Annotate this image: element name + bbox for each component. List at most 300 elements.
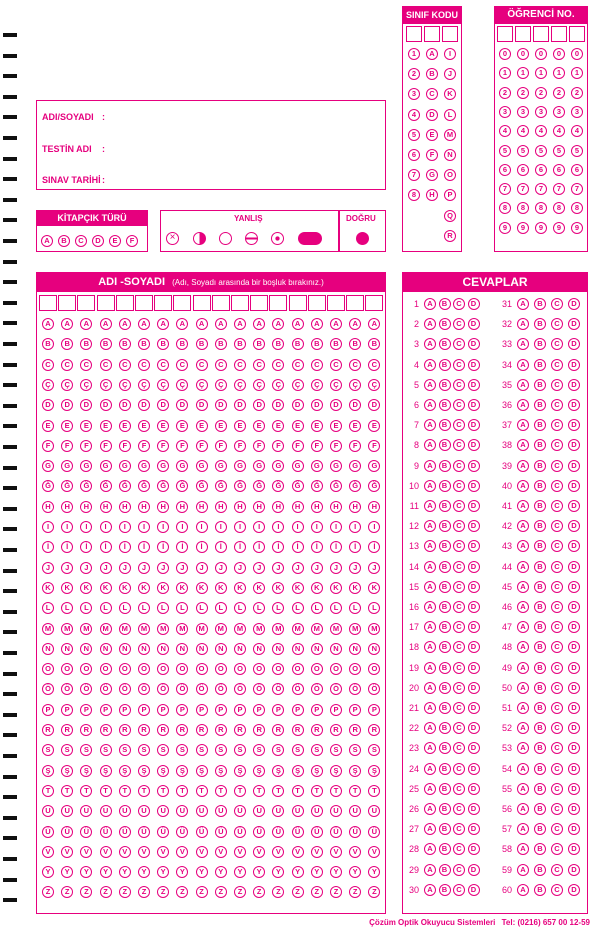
answer-bubble[interactable]: C xyxy=(551,561,563,573)
student-no-bubble[interactable]: 9 xyxy=(535,222,547,234)
name-letter-bubble[interactable]: I xyxy=(42,521,54,533)
answer-bubble[interactable]: B xyxy=(439,460,451,472)
name-letter-bubble[interactable]: D xyxy=(215,399,227,411)
name-letter-bubble[interactable]: B xyxy=(349,338,361,350)
student-no-bubble[interactable]: 8 xyxy=(499,202,511,214)
name-letter-bubble[interactable]: Y xyxy=(100,866,112,878)
name-letter-bubble[interactable]: F xyxy=(368,440,380,452)
name-letter-bubble[interactable]: Ç xyxy=(80,379,92,391)
name-letter-bubble[interactable]: G xyxy=(61,460,73,472)
name-letter-bubble[interactable]: J xyxy=(272,562,284,574)
name-letter-bubble[interactable]: R xyxy=(292,724,304,736)
answer-bubble[interactable]: A xyxy=(424,520,436,532)
name-letter-bubble[interactable]: G xyxy=(272,460,284,472)
name-letter-bubble[interactable]: U xyxy=(100,805,112,817)
answer-bubble[interactable]: D xyxy=(568,823,580,835)
answer-bubble[interactable]: D xyxy=(468,540,480,552)
name-letter-bubble[interactable]: J xyxy=(368,562,380,574)
name-letter-bubble[interactable]: İ xyxy=(138,541,150,553)
name-letter-bubble[interactable]: Ç xyxy=(368,379,380,391)
name-letter-bubble[interactable]: U xyxy=(42,805,54,817)
answer-bubble[interactable]: A xyxy=(517,843,529,855)
name-letter-bubble[interactable]: D xyxy=(138,399,150,411)
name-letter-bubble[interactable]: R xyxy=(272,724,284,736)
answer-bubble[interactable]: C xyxy=(551,682,563,694)
answer-bubble[interactable]: B xyxy=(534,359,546,371)
name-letter-bubble[interactable]: B xyxy=(215,338,227,350)
name-letter-bubble[interactable]: F xyxy=(176,440,188,452)
name-letter-bubble[interactable]: C xyxy=(61,359,73,371)
answer-bubble[interactable]: C xyxy=(551,722,563,734)
name-letter-bubble[interactable]: C xyxy=(196,359,208,371)
name-letter-bubble[interactable]: D xyxy=(119,399,131,411)
name-letter-bubble[interactable]: N xyxy=(292,643,304,655)
name-letter-bubble[interactable]: Ü xyxy=(368,826,380,838)
name-letter-bubble[interactable]: Y xyxy=(349,866,361,878)
student-no-bubble[interactable]: 3 xyxy=(517,106,529,118)
booklet-option-bubble[interactable]: C xyxy=(75,235,87,247)
answer-bubble[interactable]: A xyxy=(517,763,529,775)
name-letter-bubble[interactable]: J xyxy=(61,562,73,574)
answer-bubble[interactable]: D xyxy=(568,480,580,492)
name-letter-bubble[interactable]: Ç xyxy=(292,379,304,391)
answer-bubble[interactable]: C xyxy=(551,823,563,835)
name-letter-bubble[interactable]: C xyxy=(234,359,246,371)
name-letter-bubble[interactable]: B xyxy=(42,338,54,350)
name-letter-bubble[interactable]: Ş xyxy=(272,765,284,777)
name-letter-bubble[interactable]: A xyxy=(330,318,342,330)
name-letter-bubble[interactable]: O xyxy=(234,663,246,675)
answer-bubble[interactable]: B xyxy=(534,500,546,512)
name-letter-bubble[interactable]: Z xyxy=(234,886,246,898)
answer-bubble[interactable]: D xyxy=(568,702,580,714)
name-letter-bubble[interactable]: İ xyxy=(80,541,92,553)
class-code-bubble[interactable]: K xyxy=(444,88,456,100)
answer-bubble[interactable]: C xyxy=(453,742,465,754)
name-letter-bubble[interactable]: İ xyxy=(61,541,73,553)
name-letter-bubble[interactable]: Ğ xyxy=(157,480,169,492)
name-letter-bubble[interactable]: K xyxy=(253,582,265,594)
answer-bubble[interactable]: B xyxy=(534,581,546,593)
name-letter-bubble[interactable]: B xyxy=(311,338,323,350)
name-letter-bubble[interactable]: N xyxy=(176,643,188,655)
answer-bubble[interactable]: D xyxy=(568,621,580,633)
name-letter-bubble[interactable]: P xyxy=(138,704,150,716)
answer-bubble[interactable]: B xyxy=(534,722,546,734)
class-code-bubble[interactable]: B xyxy=(426,68,438,80)
answer-bubble[interactable]: A xyxy=(517,399,529,411)
name-letter-bubble[interactable]: O xyxy=(311,663,323,675)
name-letter-bubble[interactable]: M xyxy=(215,623,227,635)
answer-bubble[interactable]: D xyxy=(468,662,480,674)
name-letter-bubble[interactable]: Y xyxy=(253,866,265,878)
name-letter-bubble[interactable]: Ü xyxy=(119,826,131,838)
name-letter-bubble[interactable]: Ö xyxy=(138,683,150,695)
answer-bubble[interactable]: C xyxy=(551,864,563,876)
name-letter-bubble[interactable]: N xyxy=(253,643,265,655)
name-letter-bubble[interactable]: R xyxy=(138,724,150,736)
name-letter-bubble[interactable]: Ş xyxy=(311,765,323,777)
name-letter-bubble[interactable]: M xyxy=(349,623,361,635)
name-letter-bubble[interactable]: Ş xyxy=(42,765,54,777)
answer-bubble[interactable]: D xyxy=(468,682,480,694)
answer-bubble[interactable]: A xyxy=(424,884,436,896)
name-letter-bubble[interactable]: Ç xyxy=(196,379,208,391)
answer-bubble[interactable]: D xyxy=(568,884,580,896)
name-letter-bubble[interactable]: İ xyxy=(42,541,54,553)
name-letter-bubble[interactable]: E xyxy=(42,420,54,432)
name-letter-bubble[interactable]: P xyxy=(368,704,380,716)
name-letter-bubble[interactable]: Ü xyxy=(330,826,342,838)
answer-bubble[interactable]: C xyxy=(551,520,563,532)
name-letter-bubble[interactable]: Ö xyxy=(100,683,112,695)
answer-bubble[interactable]: D xyxy=(468,581,480,593)
name-letter-bubble[interactable]: E xyxy=(253,420,265,432)
name-letter-bubble[interactable]: V xyxy=(61,846,73,858)
name-letter-bubble[interactable]: Ğ xyxy=(196,480,208,492)
answer-bubble[interactable]: A xyxy=(517,338,529,350)
answer-bubble[interactable]: B xyxy=(534,439,546,451)
name-letter-bubble[interactable]: P xyxy=(292,704,304,716)
name-letter-bubble[interactable]: V xyxy=(42,846,54,858)
name-letter-bubble[interactable]: M xyxy=(61,623,73,635)
answer-bubble[interactable]: C xyxy=(551,359,563,371)
name-letter-bubble[interactable]: İ xyxy=(234,541,246,553)
name-letter-bubble[interactable]: O xyxy=(157,663,169,675)
name-letter-bubble[interactable]: L xyxy=(61,602,73,614)
answer-bubble[interactable]: A xyxy=(424,783,436,795)
answer-bubble[interactable]: A xyxy=(424,662,436,674)
answer-bubble[interactable]: D xyxy=(568,843,580,855)
name-letter-bubble[interactable]: O xyxy=(138,663,150,675)
answer-bubble[interactable]: D xyxy=(568,439,580,451)
name-letter-bubble[interactable]: R xyxy=(61,724,73,736)
name-letter-bubble[interactable]: M xyxy=(80,623,92,635)
class-code-bubble[interactable]: E xyxy=(426,129,438,141)
name-letter-bubble[interactable]: D xyxy=(42,399,54,411)
student-no-bubble[interactable]: 7 xyxy=(499,183,511,195)
name-letter-bubble[interactable]: M xyxy=(253,623,265,635)
name-letter-bubble[interactable]: T xyxy=(119,785,131,797)
name-letter-bubble[interactable]: U xyxy=(253,805,265,817)
name-letter-bubble[interactable]: J xyxy=(292,562,304,574)
name-letter-bubble[interactable]: G xyxy=(196,460,208,472)
answer-bubble[interactable]: D xyxy=(468,399,480,411)
class-code-bubble[interactable]: A xyxy=(426,48,438,60)
name-letter-bubble[interactable]: J xyxy=(138,562,150,574)
booklet-option-bubble[interactable]: E xyxy=(109,235,121,247)
name-letter-bubble[interactable]: T xyxy=(253,785,265,797)
name-letter-bubble[interactable]: Z xyxy=(80,886,92,898)
name-letter-bubble[interactable]: P xyxy=(157,704,169,716)
name-letter-bubble[interactable]: Ş xyxy=(292,765,304,777)
answer-bubble[interactable]: A xyxy=(424,480,436,492)
name-letter-bubble[interactable]: Ö xyxy=(368,683,380,695)
name-letter-bubble[interactable]: A xyxy=(234,318,246,330)
answer-bubble[interactable]: C xyxy=(453,338,465,350)
name-letter-bubble[interactable]: Ç xyxy=(234,379,246,391)
name-letter-bubble[interactable]: B xyxy=(292,338,304,350)
answer-bubble[interactable]: B xyxy=(439,864,451,876)
name-letter-bubble[interactable]: E xyxy=(80,420,92,432)
name-letter-bubble[interactable]: I xyxy=(119,521,131,533)
answer-bubble[interactable]: C xyxy=(551,742,563,754)
student-no-bubble[interactable]: 9 xyxy=(571,222,583,234)
answer-bubble[interactable]: B xyxy=(439,641,451,653)
name-letter-bubble[interactable]: G xyxy=(330,460,342,472)
name-letter-bubble[interactable]: S xyxy=(215,744,227,756)
name-letter-bubble[interactable]: Ğ xyxy=(311,480,323,492)
class-code-bubble[interactable]: M xyxy=(444,129,456,141)
name-letter-bubble[interactable]: V xyxy=(119,846,131,858)
name-letter-bubble[interactable]: F xyxy=(253,440,265,452)
name-letter-bubble[interactable]: Z xyxy=(349,886,361,898)
answer-bubble[interactable]: D xyxy=(468,783,480,795)
answer-bubble[interactable]: D xyxy=(568,581,580,593)
answer-bubble[interactable]: C xyxy=(453,540,465,552)
name-letter-bubble[interactable]: U xyxy=(176,805,188,817)
answer-bubble[interactable]: A xyxy=(517,480,529,492)
answer-bubble[interactable]: B xyxy=(439,702,451,714)
answer-bubble[interactable]: C xyxy=(453,682,465,694)
class-code-bubble[interactable]: I xyxy=(444,48,456,60)
name-letter-bubble[interactable]: Y xyxy=(311,866,323,878)
name-letter-bubble[interactable]: S xyxy=(61,744,73,756)
name-letter-bubble[interactable]: D xyxy=(253,399,265,411)
name-letter-bubble[interactable]: A xyxy=(215,318,227,330)
name-letter-bubble[interactable]: D xyxy=(368,399,380,411)
name-letter-bubble[interactable]: B xyxy=(61,338,73,350)
name-letter-bubble[interactable]: J xyxy=(311,562,323,574)
name-letter-bubble[interactable]: S xyxy=(80,744,92,756)
name-letter-bubble[interactable]: D xyxy=(272,399,284,411)
name-letter-bubble[interactable]: P xyxy=(253,704,265,716)
name-letter-bubble[interactable]: D xyxy=(330,399,342,411)
name-letter-bubble[interactable]: C xyxy=(42,359,54,371)
booklet-option-bubble[interactable]: D xyxy=(92,235,104,247)
name-letter-bubble[interactable]: Ü xyxy=(292,826,304,838)
name-letter-bubble[interactable]: G xyxy=(234,460,246,472)
name-letter-bubble[interactable]: Y xyxy=(215,866,227,878)
answer-bubble[interactable]: D xyxy=(568,662,580,674)
name-letter-bubble[interactable]: D xyxy=(61,399,73,411)
name-letter-bubble[interactable]: H xyxy=(330,501,342,513)
name-letter-bubble[interactable]: V xyxy=(234,846,246,858)
answer-bubble[interactable]: B xyxy=(439,480,451,492)
name-letter-bubble[interactable]: H xyxy=(100,501,112,513)
name-letter-bubble[interactable]: Z xyxy=(330,886,342,898)
name-letter-bubble[interactable]: F xyxy=(330,440,342,452)
name-letter-bubble[interactable]: K xyxy=(330,582,342,594)
name-letter-bubble[interactable]: F xyxy=(119,440,131,452)
name-letter-bubble[interactable]: L xyxy=(234,602,246,614)
class-code-bubble[interactable]: G xyxy=(426,169,438,181)
name-letter-bubble[interactable]: Ö xyxy=(272,683,284,695)
name-letter-bubble[interactable]: H xyxy=(368,501,380,513)
name-letter-bubble[interactable]: R xyxy=(157,724,169,736)
answer-bubble[interactable]: A xyxy=(424,419,436,431)
answer-bubble[interactable]: C xyxy=(551,379,563,391)
name-letter-bubble[interactable]: C xyxy=(253,359,265,371)
name-letter-bubble[interactable]: R xyxy=(253,724,265,736)
answer-bubble[interactable]: D xyxy=(568,864,580,876)
name-letter-bubble[interactable]: B xyxy=(138,338,150,350)
name-letter-bubble[interactable]: E xyxy=(272,420,284,432)
name-letter-bubble[interactable]: M xyxy=(42,623,54,635)
name-letter-bubble[interactable]: S xyxy=(42,744,54,756)
answer-bubble[interactable]: A xyxy=(517,318,529,330)
name-letter-bubble[interactable]: M xyxy=(138,623,150,635)
answer-bubble[interactable]: A xyxy=(517,682,529,694)
name-letter-bubble[interactable]: V xyxy=(253,846,265,858)
name-letter-bubble[interactable]: Ş xyxy=(61,765,73,777)
name-letter-bubble[interactable]: L xyxy=(138,602,150,614)
name-letter-bubble[interactable]: Z xyxy=(100,886,112,898)
name-letter-bubble[interactable]: Ü xyxy=(157,826,169,838)
answer-bubble[interactable]: D xyxy=(468,520,480,532)
answer-bubble[interactable]: A xyxy=(517,702,529,714)
name-letter-bubble[interactable]: R xyxy=(368,724,380,736)
name-letter-bubble[interactable]: İ xyxy=(311,541,323,553)
class-code-bubble[interactable]: 4 xyxy=(408,109,420,121)
name-letter-bubble[interactable]: T xyxy=(100,785,112,797)
name-letter-bubble[interactable]: I xyxy=(311,521,323,533)
name-letter-bubble[interactable]: I xyxy=(253,521,265,533)
name-letter-bubble[interactable]: C xyxy=(100,359,112,371)
answer-bubble[interactable]: D xyxy=(568,763,580,775)
answer-bubble[interactable]: A xyxy=(424,439,436,451)
name-letter-bubble[interactable]: L xyxy=(311,602,323,614)
name-letter-bubble[interactable]: H xyxy=(42,501,54,513)
name-letter-bubble[interactable]: Y xyxy=(80,866,92,878)
answer-bubble[interactable]: A xyxy=(424,561,436,573)
answer-bubble[interactable]: C xyxy=(453,884,465,896)
name-letter-bubble[interactable]: Ü xyxy=(349,826,361,838)
student-no-bubble[interactable]: 5 xyxy=(517,145,529,157)
name-letter-bubble[interactable]: E xyxy=(292,420,304,432)
name-letter-bubble[interactable]: V xyxy=(272,846,284,858)
student-no-bubble[interactable]: 4 xyxy=(517,125,529,137)
name-letter-bubble[interactable]: O xyxy=(215,663,227,675)
name-letter-bubble[interactable]: I xyxy=(100,521,112,533)
name-letter-bubble[interactable]: G xyxy=(176,460,188,472)
name-letter-bubble[interactable]: Ü xyxy=(196,826,208,838)
name-letter-bubble[interactable]: R xyxy=(330,724,342,736)
name-letter-bubble[interactable]: Ş xyxy=(234,765,246,777)
name-letter-bubble[interactable]: P xyxy=(100,704,112,716)
answer-bubble[interactable]: D xyxy=(568,561,580,573)
name-letter-bubble[interactable]: M xyxy=(157,623,169,635)
name-letter-bubble[interactable]: G xyxy=(157,460,169,472)
name-letter-bubble[interactable]: V xyxy=(330,846,342,858)
name-letter-bubble[interactable]: O xyxy=(196,663,208,675)
name-letter-bubble[interactable]: H xyxy=(292,501,304,513)
answer-bubble[interactable]: C xyxy=(551,419,563,431)
name-letter-bubble[interactable]: T xyxy=(42,785,54,797)
name-letter-bubble[interactable]: E xyxy=(349,420,361,432)
name-letter-bubble[interactable]: C xyxy=(176,359,188,371)
name-letter-bubble[interactable]: Ü xyxy=(215,826,227,838)
name-letter-bubble[interactable]: Ş xyxy=(253,765,265,777)
name-letter-bubble[interactable]: A xyxy=(292,318,304,330)
name-letter-bubble[interactable]: G xyxy=(349,460,361,472)
name-letter-bubble[interactable]: S xyxy=(157,744,169,756)
answer-bubble[interactable]: D xyxy=(568,783,580,795)
name-letter-bubble[interactable]: P xyxy=(119,704,131,716)
answer-bubble[interactable]: A xyxy=(517,884,529,896)
name-letter-bubble[interactable]: S xyxy=(311,744,323,756)
student-no-bubble[interactable]: 7 xyxy=(571,183,583,195)
student-no-bubble[interactable]: 2 xyxy=(517,87,529,99)
name-letter-bubble[interactable]: N xyxy=(80,643,92,655)
name-letter-bubble[interactable]: K xyxy=(196,582,208,594)
name-letter-bubble[interactable]: Ğ xyxy=(215,480,227,492)
answer-bubble[interactable]: B xyxy=(439,621,451,633)
student-no-bubble[interactable]: 6 xyxy=(499,164,511,176)
answer-bubble[interactable]: C xyxy=(551,540,563,552)
name-letter-bubble[interactable]: J xyxy=(42,562,54,574)
name-letter-bubble[interactable]: S xyxy=(138,744,150,756)
name-letter-bubble[interactable]: J xyxy=(234,562,246,574)
name-letter-bubble[interactable]: İ xyxy=(176,541,188,553)
answer-bubble[interactable]: D xyxy=(568,520,580,532)
answer-bubble[interactable]: A xyxy=(517,500,529,512)
name-letter-bubble[interactable]: Y xyxy=(119,866,131,878)
name-letter-bubble[interactable]: Ğ xyxy=(138,480,150,492)
answer-bubble[interactable]: D xyxy=(568,460,580,472)
name-letter-bubble[interactable]: J xyxy=(100,562,112,574)
answer-bubble[interactable]: D xyxy=(568,601,580,613)
class-code-bubble[interactable]: J xyxy=(444,68,456,80)
name-letter-bubble[interactable]: F xyxy=(349,440,361,452)
name-letter-bubble[interactable]: R xyxy=(215,724,227,736)
name-letter-bubble[interactable]: V xyxy=(215,846,227,858)
name-letter-bubble[interactable]: K xyxy=(119,582,131,594)
answer-bubble[interactable]: B xyxy=(534,641,546,653)
answer-bubble[interactable]: B xyxy=(534,338,546,350)
answer-bubble[interactable]: C xyxy=(453,803,465,815)
answer-bubble[interactable]: D xyxy=(568,641,580,653)
answer-bubble[interactable]: C xyxy=(453,763,465,775)
answer-bubble[interactable]: B xyxy=(439,298,451,310)
class-code-bubble[interactable]: R xyxy=(444,230,456,242)
name-letter-bubble[interactable]: Ü xyxy=(253,826,265,838)
name-letter-bubble[interactable]: O xyxy=(330,663,342,675)
name-letter-bubble[interactable]: L xyxy=(80,602,92,614)
class-code-bubble[interactable]: 2 xyxy=(408,68,420,80)
student-no-bubble[interactable]: 7 xyxy=(517,183,529,195)
name-letter-bubble[interactable]: N xyxy=(368,643,380,655)
name-letter-bubble[interactable]: F xyxy=(311,440,323,452)
answer-bubble[interactable]: A xyxy=(424,843,436,855)
student-no-bubble[interactable]: 9 xyxy=(553,222,565,234)
name-letter-bubble[interactable]: F xyxy=(215,440,227,452)
name-letter-bubble[interactable]: İ xyxy=(292,541,304,553)
answer-bubble[interactable]: B xyxy=(439,379,451,391)
name-letter-bubble[interactable]: Ü xyxy=(100,826,112,838)
name-letter-bubble[interactable]: V xyxy=(311,846,323,858)
student-no-bubble[interactable]: 1 xyxy=(535,67,547,79)
answer-bubble[interactable]: D xyxy=(468,803,480,815)
answer-bubble[interactable]: B xyxy=(534,783,546,795)
name-letter-bubble[interactable]: İ xyxy=(349,541,361,553)
name-letter-bubble[interactable]: U xyxy=(272,805,284,817)
student-no-bubble[interactable]: 0 xyxy=(499,48,511,60)
name-letter-bubble[interactable]: U xyxy=(292,805,304,817)
name-letter-bubble[interactable]: M xyxy=(100,623,112,635)
name-letter-bubble[interactable]: D xyxy=(176,399,188,411)
answer-bubble[interactable]: A xyxy=(424,621,436,633)
